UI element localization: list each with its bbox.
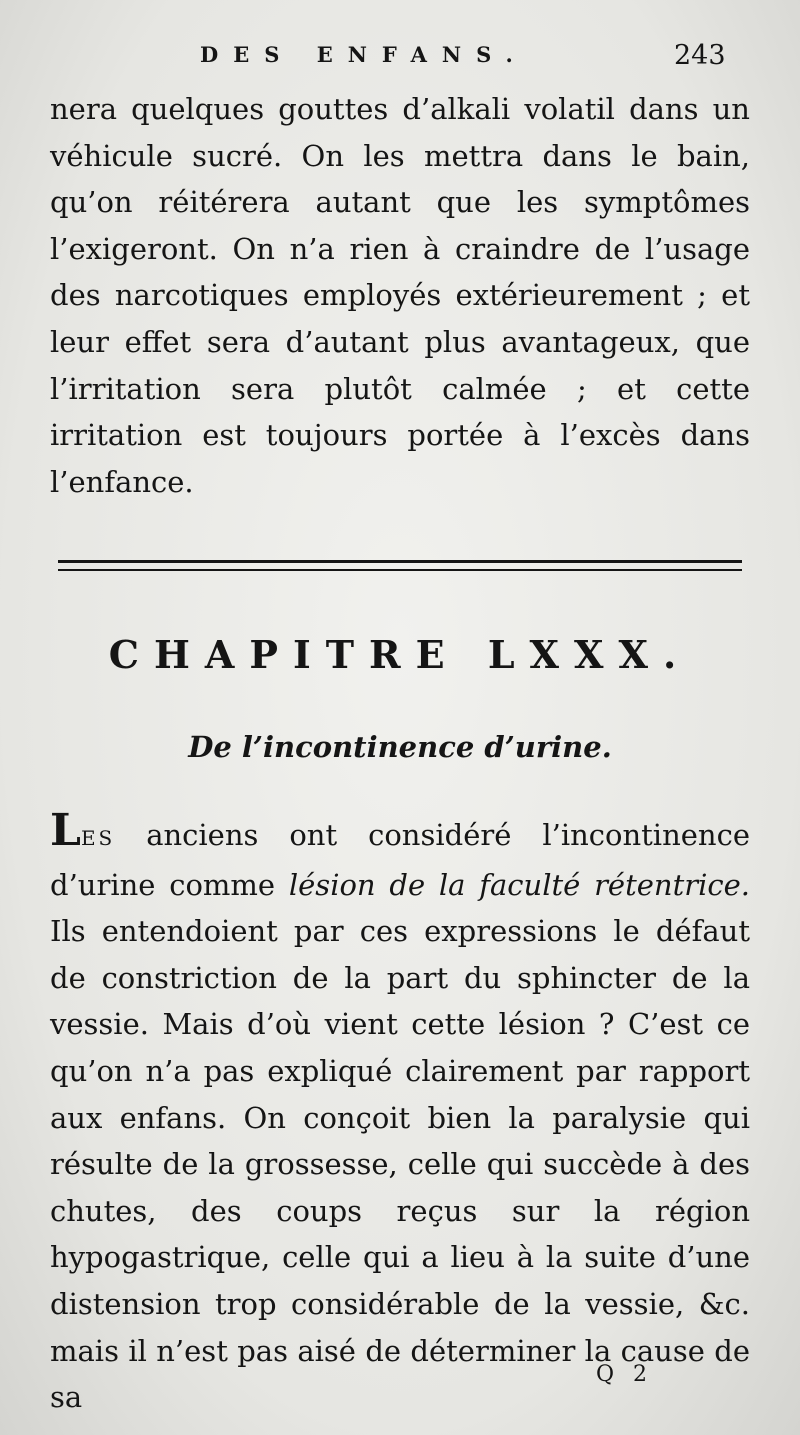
continued-paragraph: nera quelques gouttes d’alkali volatil dans un véhicule sucré. On les mettra dans le bain, qu’on réitérera autant que les symptômes l’exigeront. On n’a rien à craindre de l’usage des narcotiques employés extérieurement ; et leur effet sera d’autant plus avantageux, que l’irritation sera plutôt calmée ; et cette irritation est toujours portée à l’excès dans l’enfance. — [50, 92, 750, 499]
drop-cap: L — [50, 805, 81, 856]
italic-phrase: lésion de la faculté rétentrice. — [288, 867, 751, 902]
thin-divider — [58, 569, 742, 571]
thick-divider — [58, 560, 742, 563]
paragraph-text-rest: Ils entendoient par ces expressions le défaut de constriction de la part du sphincter de la vessie. Mais d’où vient cette lésion ? C’est ce qu’on n’a pas expliqué clairement par rapport aux enfans. On conçoit bien la paralysie qui résulte de la grossesse, celle qui succède à des chutes, des coups reçus sur la région hypogastrique, celle qui a lieu à la suite d’une distension trop considérable de la vessie, &c. mais il n’est pas aisé de déterminer la cause de sa — [50, 914, 750, 1415]
paragraph-text-start: anciens ont considéré l’incontinence d’urine comme — [50, 818, 750, 902]
chapter-paragraph — [50, 805, 751, 1421]
running-title: DES ENFANS. — [200, 42, 528, 67]
small-caps-word: ES — [80, 826, 116, 850]
chapter-title: CHAPITRE LXXX. — [108, 632, 692, 677]
chapter-subtitle: De l’incontinence d’urine. — [188, 730, 612, 764]
signature-mark: Q 2 — [596, 1362, 654, 1387]
running-head — [0, 40, 800, 80]
page-number: 243 — [674, 40, 726, 71]
